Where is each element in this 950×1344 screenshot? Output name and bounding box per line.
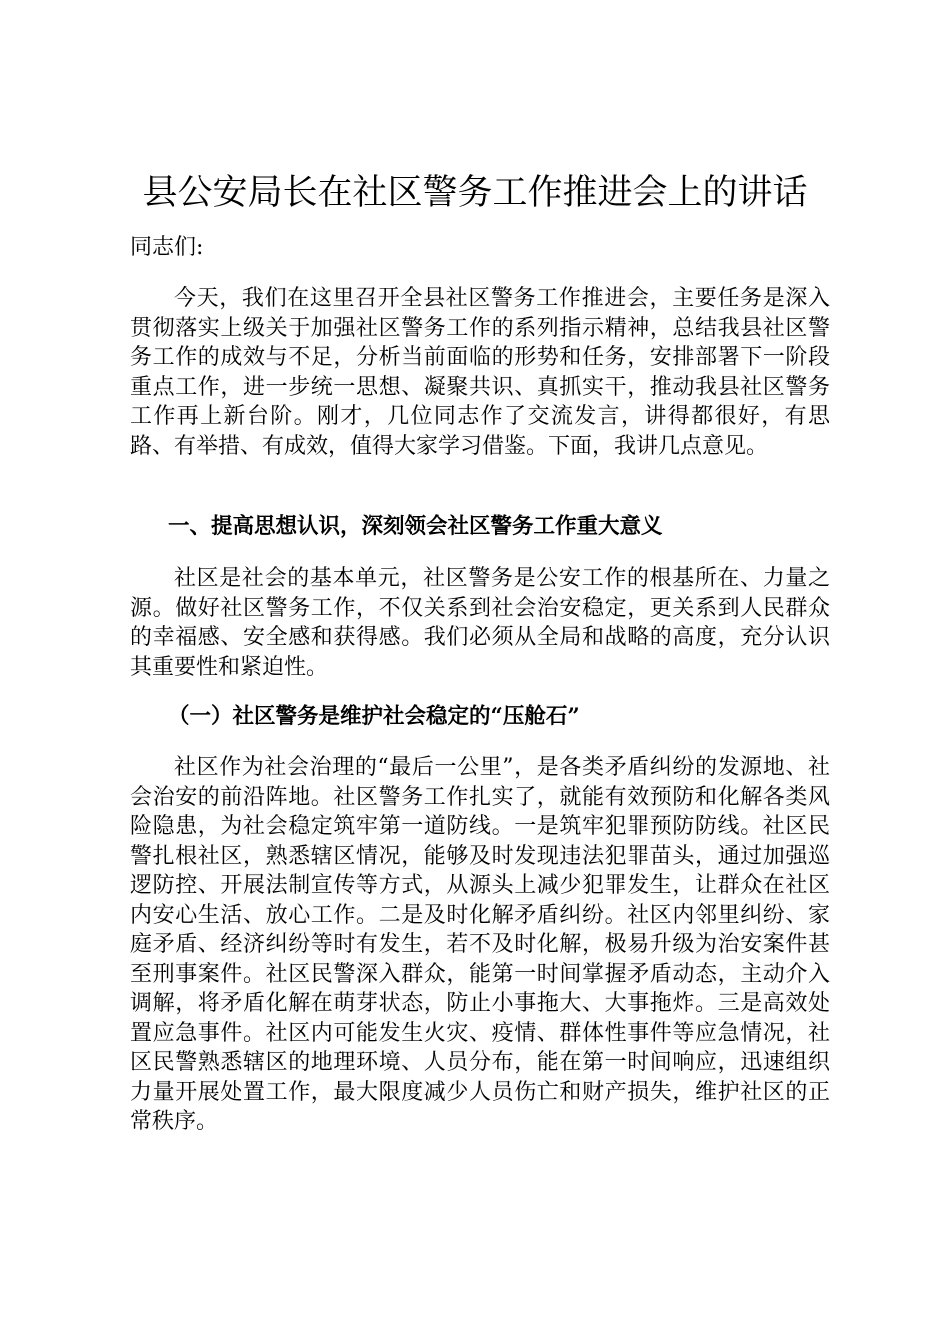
section-1-paragraph: 社区是社会的基本单元，社区警务是公安工作的根基所在、力量之源。做好社区警务工作，不仅关系到社会治安稳定，更关系到人民群众的幸福感、安全感和获得感。我们必须从全局和战略的高度，充分认识其重要性和紧迫性。 — [130, 566, 830, 680]
subsection-heading-1: （一）社区警务是维护社会稳定的“压舱石” — [168, 704, 580, 729]
document-title: 县公安局长在社区警务工作推进会上的讲话 — [142, 173, 808, 213]
subsection-1-paragraph: 社区作为社会治理的“最后一公里”，是各类矛盾纠纷的发源地、社会治安的前沿阵地。社区警务工作扎实了，就能有效预防和化解各类风险隐患，为社会稳定筑牢第一道防线。一是筑牢犯罪预防防线。社区民警扎根社区，熟悉辖区情况，能够及时发现违法犯罪苗头，通过加强巡逻防控、开展法制宣传等方式，从源头上减少犯罪发生，让群众在社区内安心生活、放心工作。二是及时化解矛盾纠纷。社区内邻里纠纷、家庭矛盾、经济纠纷等时有发生，若不及时化解，极易升级为治安案件甚至刑事案件。社区民警深入群众，能第一时间掌握矛盾动态，主动介入调解，将矛盾化解在萌芽状态，防止小事拖大、大事拖炸。三是高效处置应急事件。社区内可能发生火灾、疫情、群体性事件等应急情况，社区民警熟悉辖区的地理环境、人员分布，能在第一时间响应，迅速组织力量开展处置工作，最大限度减少人员伤亡和财产损失，维护社区的正常秩序。 — [130, 755, 830, 1134]
intro-paragraph: 今天，我们在这里召开全县社区警务工作推进会，主要任务是深入贯彻落实上级关于加强社区警务工作的系列指示精神，总结我县社区警务工作的成效与不足，分析当前面临的形势和任务，安排部署下一阶段重点工作，进一步统一思想、凝聚共识、真抓实干，推动我县社区警务工作再上新台阶。刚才，几位同志作了交流发言，讲得都很好，有思路、有举措、有成效，值得大家学习借鉴。下面，我讲几点意见。 — [130, 286, 830, 459]
section-heading-1: 一、提高思想认识，深刻领会社区警务工作重大意义 — [168, 514, 663, 539]
salutation: 同志们: — [130, 235, 204, 260]
